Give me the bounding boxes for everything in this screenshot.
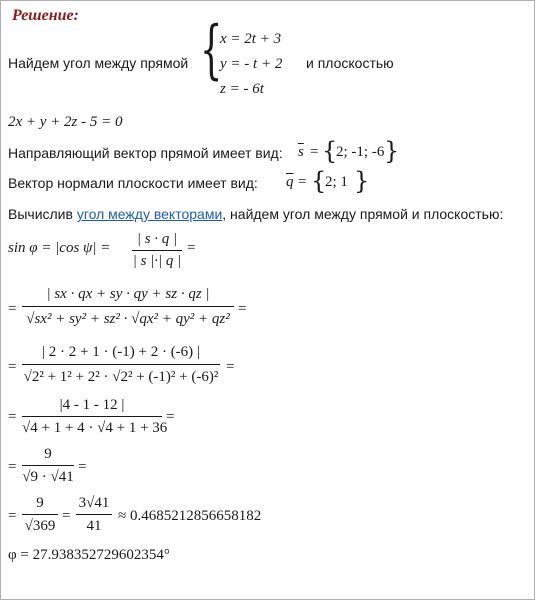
- step6-denominator-1: √369: [24, 518, 56, 534]
- normal-vector-value: 2; 1: [325, 174, 348, 190]
- normal-vector-eq: =: [298, 174, 307, 190]
- angle-between-vectors-link[interactable]: угол между векторами: [76, 206, 223, 222]
- intro-text-after: и плоскостью: [306, 55, 394, 71]
- step6-numerator-2: 3√41: [78, 495, 110, 511]
- plane-equation: 2x + y + 2z - 5 = 0: [8, 114, 123, 130]
- step6-denominator-2: 41: [86, 518, 102, 534]
- system-brace: {: [200, 13, 223, 87]
- system-eq-x: x = 2t + 3: [220, 31, 282, 47]
- direction-vector-open-brace: {: [322, 137, 338, 165]
- method-text-after: , найдем угол между прямой и плоскостью:: [222, 206, 504, 222]
- step2-equals: =: [238, 301, 247, 317]
- step3-fraction-bar: [22, 364, 220, 365]
- step3-denominator: √2² + 1² + 2² · √2² + (-1)² + (-6)²: [23, 369, 219, 385]
- system-eq-y: y = - t + 2: [220, 56, 283, 72]
- step4-fraction-bar: [22, 416, 162, 417]
- step6-fraction-bar-2: [76, 514, 112, 515]
- method-sentence: [8, 207, 503, 221]
- step3-equals-prefix: =: [8, 359, 17, 375]
- step5-denominator: √9 · √41: [22, 469, 74, 485]
- step6-equals-prefix: =: [8, 508, 17, 524]
- step1-fraction-bar: [132, 250, 182, 251]
- final-angle-result: φ = 27.938352729602354°: [8, 547, 170, 563]
- step4-denominator: √4 + 1 + 4 · √4 + 1 + 36: [22, 420, 168, 436]
- step1-lhs: sin φ = |cos ψ| =: [8, 240, 111, 256]
- step1-numerator: | s · q |: [136, 231, 178, 247]
- step2-fraction-bar: [22, 306, 234, 307]
- intro-text: Найдем угол между прямой: [8, 55, 189, 71]
- normal-vector-open-brace: {: [311, 167, 327, 195]
- step6-equals-1: =: [62, 508, 71, 524]
- step5-numerator: 9: [44, 446, 52, 462]
- step4-equals-prefix: =: [8, 409, 17, 425]
- direction-vector-symbol: $\overline{s}$: [298, 144, 304, 160]
- normal-vector-label: Вектор нормали плоскости имеет вид:: [8, 175, 258, 191]
- normal-vector-symbol: $\overline{q}$: [286, 174, 294, 190]
- step5-equals: =: [78, 459, 87, 475]
- step1-denominator: | s |·| q |: [132, 253, 182, 269]
- step2-numerator: | sx · qx + sy · qy + sz · qz |: [46, 286, 210, 302]
- step5-fraction-bar: [22, 465, 74, 466]
- step1-equals: =: [187, 240, 196, 256]
- step6-fraction-bar-1: [22, 514, 58, 515]
- step6-approx-value: ≈ 0.4685212856658182: [118, 508, 262, 524]
- step5-equals-prefix: =: [8, 459, 17, 475]
- direction-vector-eq: =: [310, 144, 319, 160]
- system-eq-z: z = - 6t: [220, 81, 264, 97]
- step2-denominator: √sx² + sy² + sz² · √qx² + qy² + qz²: [26, 311, 230, 327]
- normal-vector-close-brace: }: [354, 167, 370, 195]
- direction-vector-value: 2; -1; -6: [336, 144, 385, 160]
- direction-vector-close-brace: }: [384, 137, 400, 165]
- step6-numerator-1: 9: [36, 495, 44, 511]
- method-text-before: Вычислив: [8, 206, 73, 222]
- direction-vector-label: Направляющий вектор прямой имеет вид:: [8, 145, 283, 161]
- step3-equals: =: [226, 359, 235, 375]
- step2-equals-prefix: =: [8, 301, 17, 317]
- step4-numerator: |4 - 1 - 12 |: [59, 397, 125, 413]
- solution-heading: Решение:: [12, 7, 79, 24]
- step4-equals: =: [166, 409, 175, 425]
- step3-numerator: | 2 · 2 + 1 · (-1) + 2 · (-6) |: [42, 344, 200, 360]
